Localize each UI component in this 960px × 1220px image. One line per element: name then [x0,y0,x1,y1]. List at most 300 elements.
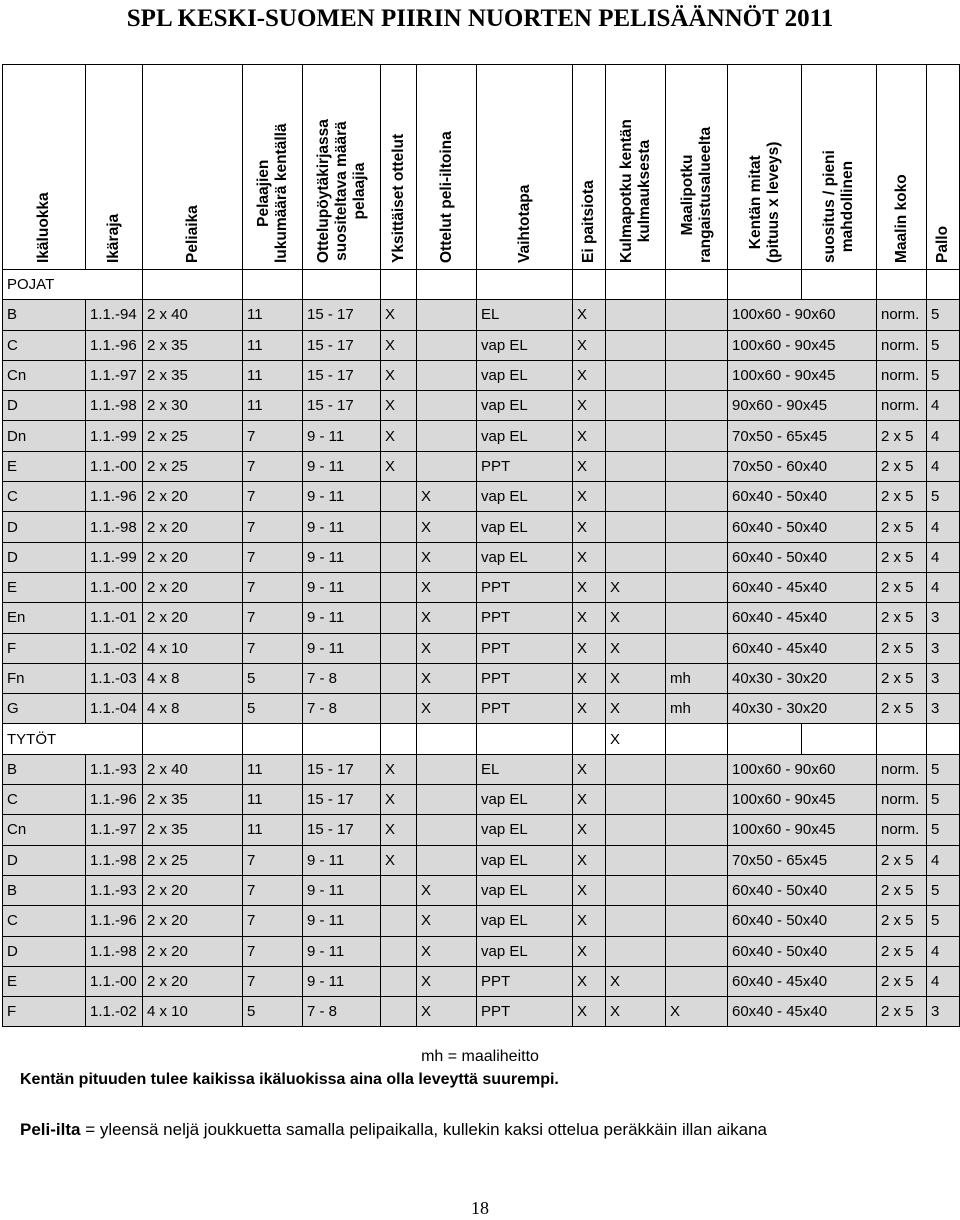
table-cell: D [3,845,86,875]
table-cell: 60x40 - 50x40 [728,875,877,905]
footnote-length-rule: Kentän pituuden tulee kaikissa ikäluokissa aina olla leveyttä suurempi. [20,1071,559,1088]
table-cell: 11 [243,360,303,390]
table-cell: 2 x 35 [143,360,243,390]
table-cell: X [417,633,477,663]
table-cell: 7 [243,421,303,451]
rules-table [2,64,960,1027]
table-cell: 2 x 20 [143,482,243,512]
table-cell: X [417,482,477,512]
table-cell: vap EL [477,906,573,936]
table-cell: 1.1.-98 [86,512,143,542]
table-row [3,906,960,936]
table-row [3,572,960,602]
table-cell: 60x40 - 50x40 [728,542,877,572]
table-cell: 5 [927,785,960,815]
column-header-suositus [802,65,877,270]
table-cell: 2 x 25 [143,421,243,451]
table-cell: 60x40 - 50x40 [728,906,877,936]
table-cell: X [573,482,606,512]
table-cell [606,815,666,845]
table-cell: X [417,663,477,693]
table-cell: 11 [243,300,303,330]
table-cell: 2 x 20 [143,936,243,966]
table-cell: 60x40 - 45x40 [728,603,877,633]
table-cell [303,270,381,300]
table-cell [573,724,606,754]
table-cell: 4 x 10 [143,997,243,1027]
table-cell: 11 [243,754,303,784]
table-cell: X [573,966,606,996]
table-cell: vap EL [477,542,573,572]
table-cell [606,936,666,966]
table-cell: X [573,875,606,905]
table-cell [381,633,417,663]
table-cell: 9 - 11 [303,451,381,481]
table-cell [606,875,666,905]
table-cell: X [573,815,606,845]
table-cell: 60x40 - 45x40 [728,966,877,996]
table-cell: E [3,451,86,481]
table-cell: 5 [927,300,960,330]
column-header-label: Yksittäiset ottelut [389,133,407,263]
table-cell [606,451,666,481]
table-cell: 1.1.-97 [86,815,143,845]
table-cell: mh [666,694,728,724]
column-header-label: Pelaajien lukumäärä kentällä [254,123,290,263]
table-cell [417,360,477,390]
table-cell: 3 [927,663,960,693]
table-cell: X [573,330,606,360]
table-cell: D [3,936,86,966]
table-cell: X [606,724,666,754]
column-header-pelaajien-lukumaara [243,65,303,270]
column-header-vaihtotapa [477,65,573,270]
table-cell: 4 x 8 [143,663,243,693]
table-row [3,663,960,693]
table-cell: X [573,421,606,451]
table-cell [666,815,728,845]
table-cell: 2 x 5 [877,633,927,663]
table-cell: PPT [477,966,573,996]
column-header-poytakirja-pelaajamaara [303,65,381,270]
table-cell: X [573,512,606,542]
table-cell: X [573,603,606,633]
table-cell [606,845,666,875]
table-cell [666,785,728,815]
column-header-label: Ottelupöytäkirjassa suositeltava määrä pelaajia [314,119,368,263]
column-header-peliaika [143,65,243,270]
table-cell: 2 x 5 [877,451,927,481]
table-cell: X [417,997,477,1027]
table-cell: 1.1.-03 [86,663,143,693]
table-cell [666,512,728,542]
table-cell: 1.1.-02 [86,633,143,663]
table-cell: 15 - 17 [303,360,381,390]
table-cell: 2 x 25 [143,451,243,481]
table-cell: 4 [927,451,960,481]
table-row [3,603,960,633]
table-cell: 4 [927,845,960,875]
table-cell: X [417,542,477,572]
table-cell: 11 [243,815,303,845]
table-cell: 9 - 11 [303,482,381,512]
table-cell: G [3,694,86,724]
column-header-label: Kentän mitat (pituus x leveys) [746,141,782,263]
table-cell [417,785,477,815]
table-cell: Fn [3,663,86,693]
table-cell: 7 - 8 [303,663,381,693]
table-cell: X [417,512,477,542]
column-header-label: Maalin koko [892,174,910,263]
table-cell: 1.1.-98 [86,845,143,875]
table-cell: 60x40 - 45x40 [728,572,877,602]
table-row [3,512,960,542]
table-cell: X [573,572,606,602]
table-cell: 15 - 17 [303,815,381,845]
table-cell [381,512,417,542]
table-cell: 7 [243,451,303,481]
table-cell: EL [477,300,573,330]
table-cell: vap EL [477,391,573,421]
column-header-label: Pallo [934,225,951,263]
table-row [3,360,960,390]
table-cell [606,482,666,512]
table-cell [666,572,728,602]
table-cell [417,391,477,421]
table-cell [606,785,666,815]
section-row [3,724,960,754]
footnote-peli-ilta [20,1120,767,1140]
table-cell: 100x60 - 90x60 [728,300,877,330]
column-header-label: Vaihtotapa [515,184,533,263]
table-cell: 5 [927,754,960,784]
table-cell: 2 x 5 [877,936,927,966]
table-row [3,754,960,784]
table-cell [381,663,417,693]
table-cell: 2 x 5 [877,542,927,572]
table-cell: X [573,936,606,966]
table-cell: 70x50 - 65x45 [728,421,877,451]
table-cell: 9 - 11 [303,936,381,966]
table-cell [417,300,477,330]
table-cell: 2 x 20 [143,603,243,633]
table-cell: B [3,300,86,330]
table-cell: vap EL [477,875,573,905]
column-header-label: Kulmapotku kentän kulmauksesta [617,119,653,263]
table-cell: 9 - 11 [303,845,381,875]
table-cell: 60x40 - 50x40 [728,936,877,966]
table-cell [381,270,417,300]
table-cell: 9 - 11 [303,421,381,451]
table-cell: 1.1.-94 [86,300,143,330]
table-cell: 15 - 17 [303,330,381,360]
table-cell: 3 [927,997,960,1027]
table-cell: 2 x 35 [143,815,243,845]
table-cell: 5 [243,663,303,693]
table-cell: mh [666,663,728,693]
table-cell: 2 x 5 [877,875,927,905]
table-cell: 60x40 - 50x40 [728,512,877,542]
table-cell: 5 [243,997,303,1027]
table-cell: X [381,360,417,390]
table-cell [666,906,728,936]
table-row [3,482,960,512]
table-cell [143,724,243,754]
table-cell: 2 x 5 [877,512,927,542]
table-cell: C [3,330,86,360]
table-cell: 70x50 - 60x40 [728,451,877,481]
table-cell [477,724,573,754]
table-cell: PPT [477,997,573,1027]
table-row [3,785,960,815]
table-cell: 7 [243,845,303,875]
table-cell: X [573,997,606,1027]
table-cell [381,482,417,512]
table-row [3,997,960,1027]
table-row [3,966,960,996]
page-title: SPL KESKI-SUOMEN PIIRIN NUORTEN PELISÄÄNNÖT 2011 [126,5,834,32]
table-cell: 9 - 11 [303,875,381,905]
table-cell: PPT [477,603,573,633]
table-cell [381,936,417,966]
table-cell: 4 x 10 [143,633,243,663]
table-cell: B [3,754,86,784]
table-cell: X [606,663,666,693]
table-cell: 1.1.-98 [86,936,143,966]
table-cell: 60x40 - 45x40 [728,633,877,663]
table-cell [606,391,666,421]
table-cell: 1.1.-99 [86,421,143,451]
table-cell: 40x30 - 30x20 [728,663,877,693]
table-cell [381,724,417,754]
table-cell: 3 [927,694,960,724]
table-cell: norm. [877,785,927,815]
table-row [3,694,960,724]
table-cell: 15 - 17 [303,754,381,784]
table-cell: 7 [243,906,303,936]
table-cell [417,270,477,300]
table-cell: 15 - 17 [303,785,381,815]
table-cell [143,270,243,300]
table-cell: 4 [927,936,960,966]
table-cell [606,906,666,936]
column-header-peli-illat [417,65,477,270]
table-cell [381,694,417,724]
table-cell: 9 - 11 [303,542,381,572]
table-cell [666,451,728,481]
table-cell: 11 [243,785,303,815]
table-cell: 2 x 5 [877,966,927,996]
table-cell: PPT [477,451,573,481]
table-cell: norm. [877,815,927,845]
table-cell: 11 [243,330,303,360]
table-cell: X [417,603,477,633]
table-cell: 7 [243,875,303,905]
table-cell: 60x40 - 50x40 [728,482,877,512]
table-cell: 3 [927,633,960,663]
table-cell [666,300,728,330]
table-cell: 4 [927,391,960,421]
table-row [3,451,960,481]
table-cell: 100x60 - 90x45 [728,360,877,390]
column-header-label: Ottelut peli-iltoina [437,131,455,263]
table-cell [802,270,877,300]
table-cell: 7 [243,512,303,542]
table-cell: 5 [927,815,960,845]
table-cell [606,300,666,330]
table-cell: 2 x 30 [143,391,243,421]
table-cell: 2 x 20 [143,906,243,936]
table-cell: norm. [877,330,927,360]
table-cell [606,754,666,784]
table-cell [666,270,728,300]
table-cell [606,542,666,572]
table-cell: Dn [3,421,86,451]
table-cell: X [606,694,666,724]
table-cell: D [3,542,86,572]
table-cell: 1.1.-96 [86,482,143,512]
table-cell: 2 x 20 [143,966,243,996]
table-cell: 1.1.-93 [86,875,143,905]
table-cell [666,875,728,905]
table-cell: 2 x 5 [877,603,927,633]
table-cell: X [417,966,477,996]
section-row [3,270,960,300]
table-row [3,391,960,421]
table-cell: 7 [243,603,303,633]
table-cell [666,845,728,875]
table-cell: vap EL [477,482,573,512]
table-cell: C [3,482,86,512]
table-cell: X [666,997,728,1027]
table-cell: PPT [477,572,573,602]
column-header-label: Ikäraja [105,213,122,263]
table-cell: PPT [477,694,573,724]
table-cell [877,724,927,754]
table-cell: X [381,330,417,360]
table-cell: X [381,845,417,875]
table-cell [666,542,728,572]
table-cell: norm. [877,360,927,390]
table-cell: X [381,754,417,784]
table-cell: norm. [877,391,927,421]
table-cell [606,421,666,451]
table-cell [666,966,728,996]
table-cell: 4 [927,512,960,542]
table-cell: 7 [243,633,303,663]
table-cell: PPT [477,663,573,693]
table-cell: 7 [243,572,303,602]
column-header-label: suositus / pieni mahdollinen [821,150,856,263]
table-cell: X [573,663,606,693]
column-header-maalipotku [666,65,728,270]
table-cell: X [417,875,477,905]
table-cell: 15 - 17 [303,300,381,330]
table-cell: X [606,997,666,1027]
table-cell: X [573,785,606,815]
table-cell: vap EL [477,815,573,845]
table-cell: 7 - 8 [303,694,381,724]
table-cell: D [3,391,86,421]
table-cell [573,270,606,300]
table-cell [417,330,477,360]
table-cell: 2 x 5 [877,572,927,602]
table-cell [381,572,417,602]
table-cell: X [381,391,417,421]
table-cell: 1.1.-98 [86,391,143,421]
table-cell [381,997,417,1027]
table-cell [417,845,477,875]
table-cell: C [3,906,86,936]
table-cell [666,603,728,633]
section-label: TYTÖT [3,724,143,754]
table-cell: PPT [477,633,573,663]
column-header-ikaraja [86,65,143,270]
table-cell: 2 x 5 [877,845,927,875]
column-header-maalin-koko [877,65,927,270]
table-cell: vap EL [477,936,573,966]
table-cell: 7 [243,542,303,572]
table-cell: 1.1.-02 [86,997,143,1027]
table-cell: 70x50 - 65x45 [728,845,877,875]
footnote-peli-ilta-term: Peli-ilta [20,1120,81,1139]
table-cell [802,724,877,754]
table-cell: 2 x 20 [143,572,243,602]
table-cell [606,360,666,390]
table-cell: vap EL [477,512,573,542]
table-cell [728,724,802,754]
table-cell: F [3,633,86,663]
table-cell [666,633,728,663]
table-cell: 2 x 5 [877,482,927,512]
footnote-mh: mh = maaliheitto [421,1048,539,1065]
table-cell: 5 [927,330,960,360]
table-cell [666,421,728,451]
table-cell: E [3,572,86,602]
table-cell [666,482,728,512]
table-cell: 7 [243,482,303,512]
table-cell: norm. [877,754,927,784]
table-cell [417,421,477,451]
table-cell: 15 - 17 [303,391,381,421]
table-cell: vap EL [477,330,573,360]
table-row [3,845,960,875]
header-row [3,65,960,270]
table-row [3,421,960,451]
table-cell: 4 x 8 [143,694,243,724]
table-cell: 2 x 35 [143,785,243,815]
table-cell: 4 [927,421,960,451]
table-cell: 2 x 20 [143,512,243,542]
table-cell: 100x60 - 90x45 [728,785,877,815]
column-header-yksittaiset-ottelut [381,65,417,270]
table-cell: X [606,966,666,996]
table-cell: X [381,300,417,330]
table-cell: X [573,906,606,936]
column-header-label: Peliaika [183,205,201,263]
table-cell [417,451,477,481]
table-cell [666,330,728,360]
table-cell [381,603,417,633]
table-cell: 5 [927,875,960,905]
column-header-label: Maalipotku rangaistusalueelta [678,126,714,263]
table-cell: 2 x 5 [877,421,927,451]
table-cell [381,875,417,905]
table-row [3,633,960,663]
table-cell [666,391,728,421]
table-cell: 2 x 40 [143,300,243,330]
table-cell: 3 [927,603,960,633]
